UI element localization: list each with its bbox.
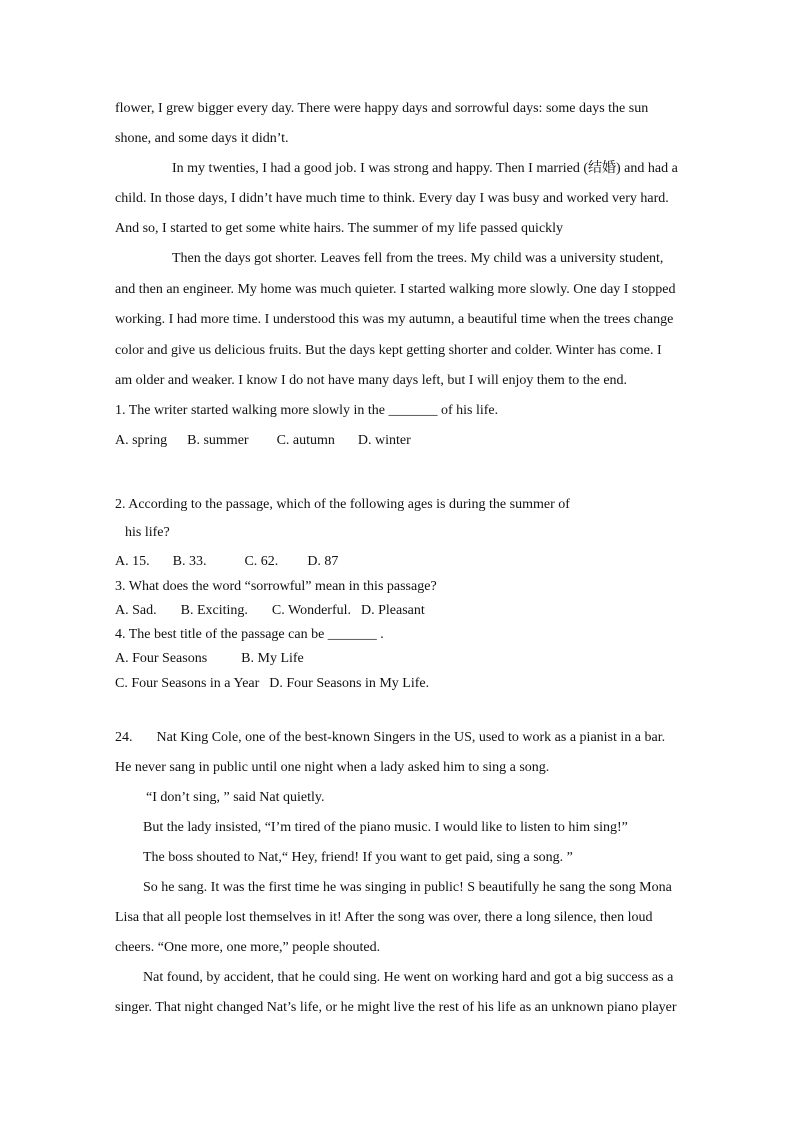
question-2-options [115, 553, 338, 571]
passage2-line-10: singer. That night changed Nat’s life, or he might live the rest of his life as an unknown piano player [115, 1000, 677, 1015]
q4-option-a[interactable]: A. Four Seasons [115, 651, 208, 666]
passage2-line-2: He never sang in public until one night when a lady asked him to sing a song. [115, 760, 550, 775]
question-4-options-row1 [115, 650, 304, 668]
question-3-stem: 3. What does the word “sorrowful” mean in this passage? [115, 579, 437, 594]
passage1-line-10: am older and weaker. I know I do not have many days left, but I will enjoy them to the end. [115, 373, 628, 388]
question-3-options [115, 602, 425, 620]
q1-option-c[interactable]: C. autumn [276, 433, 335, 448]
q3-option-c[interactable]: C. Wonderful. [271, 603, 352, 618]
passage2-line-9: Nat found, by accident, that he could sing. He went on working hard and got a big success as a [143, 970, 674, 985]
passage1-line-9: color and give us delicious fruits. But the days kept getting shorter and colder. Winter has come. I [115, 343, 662, 358]
q2-option-a[interactable]: A. 15. [115, 554, 150, 569]
q3-option-d[interactable]: D. Pleasant [361, 603, 425, 618]
q3-option-a[interactable]: A. Sad. [115, 603, 157, 618]
question-4-stem: 4. The best title of the passage can be _______ . [115, 627, 384, 642]
passage1-line-1: flower, I grew bigger every day. There were happy days and sorrowful days: some days the sun [115, 101, 649, 116]
passage1-line-5: And so, I started to get some white hairs. The summer of my life passed quickly [115, 221, 564, 236]
passage2-line-6: So he sang. It was the first time he was singing in public! S beautifully he sang the song Mona [143, 880, 672, 895]
question-1-stem: 1. The writer started walking more slowly in the _______ of his life. [115, 403, 499, 418]
q2-option-d[interactable]: D. 87 [307, 554, 339, 569]
question-1-options [115, 432, 411, 450]
passage2-line-3: “I don’t sing, ” said Nat quietly. [146, 790, 325, 805]
question-2-stem-line2: his life? [125, 525, 170, 540]
passage1-line-3: In my twenties, I had a good job. I was strong and happy. Then I married (结婚) and had a [172, 161, 678, 176]
q2-option-b[interactable]: B. 33. [172, 554, 207, 569]
passage2-number: 24. [115, 730, 133, 745]
passage2-line-4: But the lady insisted, “I’m tired of the piano music. I would like to listen to him sing!” [143, 820, 628, 835]
passage2-line-5: The boss shouted to Nat,“ Hey, friend! If you want to get paid, sing a song. ” [143, 850, 573, 865]
q4-option-c[interactable]: C. Four Seasons in a Year [115, 676, 260, 691]
passage1-line-8: working. I had more time. I understood this was my autumn, a beautiful time when the trees change [115, 312, 674, 327]
q2-option-c[interactable]: C. 62. [244, 554, 279, 569]
q3-option-b[interactable]: B. Exciting. [180, 603, 248, 618]
passage1-line-6: Then the days got shorter. Leaves fell from the trees. My child was a university student, [172, 251, 664, 266]
passage2-first-line [115, 729, 665, 747]
q1-option-b[interactable]: B. summer [187, 433, 249, 448]
q4-option-b[interactable]: B. My Life [241, 651, 304, 666]
question-4-options-row2 [115, 675, 429, 693]
q1-option-a[interactable]: A. spring [115, 433, 168, 448]
passage2-line-8: cheers. “One more, one more,” people shouted. [115, 940, 381, 955]
passage2-line-1: Nat King Cole, one of the best-known Singers in the US, used to work as a pianist in a bar. [156, 730, 666, 745]
passage1-line-7: and then an engineer. My home was much quieter. I started walking more slowly. One day I stopped [115, 282, 676, 297]
passage2-line-7: Lisa that all people lost themselves in it! After the song was over, there a long silence, then loud [115, 910, 653, 925]
question-2-stem-line1: 2. According to the passage, which of the following ages is during the summer of [115, 497, 570, 512]
q4-option-d[interactable]: D. Four Seasons in My Life. [269, 676, 430, 691]
q1-option-d[interactable]: D. winter [357, 433, 411, 448]
passage1-line-4: child. In those days, I didn’t have much time to think. Every day I was busy and worked very hard. [115, 191, 669, 206]
passage1-line-2: shone, and some days it didn’t. [115, 131, 289, 146]
